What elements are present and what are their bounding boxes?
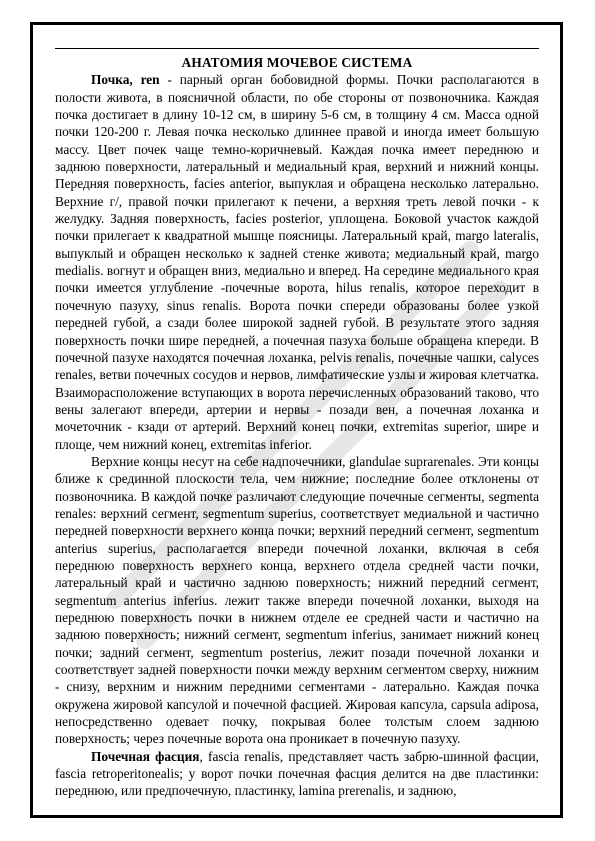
document-title: АНАТОМИЯ МОЧЕВОЕ СИСТЕМА — [181, 55, 413, 70]
paragraph-kidney — [55, 71, 539, 453]
paragraph-kidney-text: - парный орган бобовидной формы. Почки располагаются в полости живота, в поясничной области, по обе стороны от позвоночника. Каждая почка достигает в длину 10-12 см, в ширину 5-6 см, в толщину 4 см. Масса одной почки 120-200 г. Левая почка несколько длиннее правой и иногда имеет большую массу. Цвет почек чаще темно-коричневый. Каждая почка имеет переднюю и заднюю поверхности, латеральный и медиальный края, верхний и нижний концы. Передняя поверхность, facies anterior, выпуклая и обращена несколько латерально. Верхние г/, правой почки прилегают к печени, а верхняя треть левой почки - к желудку. Задняя поверхность, facies posterior, уплощена. Боковой участок каждой почки прилегает к квадратной мышце поясницы. Латеральный край, margo lateralis, выпуклый и обращен несколько к задней стенке живота; медиальный край, margo medialis. вогнут и обращен вниз, медиально и вперед. На середине медиального края почки имеется углубление -почечные ворота, hilus renalis, которое переходит в почечную пазуху, sinus renalis. Ворота почки спереди образованы более узкой передней губой, а сзади более широкой задней губой. В результате этого задняя поверхность почки шире передней, а почечная пазуха больше обращена кпереди. В почечной пазухе находятся почечная лоханка, pelvis renalis, почечные чашки, calyces renales, ветви почечных сосудов и нервов, лимфатические узлы и жировая клетчатка. Взаиморасположение вступающих в ворота перечисленных образований таково, что вены залегают впереди, артерии и нервы - позади вен, а почечная лоханка и мочеточник - кзади от артерий. Верхний конец почки, extremitas superior, шире и площе, чем нижний конец, extremitas inferior. — [55, 72, 539, 452]
paragraph-segments — [55, 453, 539, 748]
paragraph-segments-text: Верхние концы несут на себе надпочечники, glandulae suprarenales. Эти концы ближе к срединной плоскости тела, чем нижние; последние более отклонены от позвоночника. В каждой почке различают следующие почечные сегменты, segmenta renales: верхний сегмент, segmentum superius, соответствует медиальной и частично передней поверхности верхнего конца почки; верхний передний сегмент, segmentum anterius superius, располагается впереди почечной лоханки, включая в себя переднюю поверхность верхнего конца, верхнего отдела средней части почки, латеральный край и частично заднюю поверхность; нижний передний сегмент, segmentum anterius inferius. лежит также впереди почечной лоханки, выходя на переднюю поверхность почки в нижнем отделе ее средней части и частично на заднюю поверхность; нижний сегмент, segmentum inferius, занимает нижний конец почки; задний сегмент, segmentum posterius, лежит позади почечной лоханки и соответствует задней поверхности почки между верхним сегментом сверху, нижним - снизу, верхним и нижним передними сегментами - латерально. Каждая почка окружена жировой капсулой и почечной фасцией. Жировая капсула, capsula adiposa, непосредственно одевает почку, покрывая более толстым слоем заднюю поверхность; через почечные ворота она проникает в почечную пазуху. — [55, 453, 539, 747]
paragraph-fascia — [55, 748, 539, 800]
document-body — [55, 54, 539, 800]
term-kidney: Почка, ren — [91, 72, 160, 88]
paragraph-fascia-text: , fascia renalis, представляет часть забрю-шинной фасции, fascia retroperitonealis; у ворот почки почечная фасция делится на две пластинки: переднюю, или предпочечную, пластинку, lamina prerenalis, и заднюю, — [55, 748, 540, 799]
header-rule — [55, 48, 539, 49]
term-fascia: Почечная фасция — [91, 748, 200, 764]
